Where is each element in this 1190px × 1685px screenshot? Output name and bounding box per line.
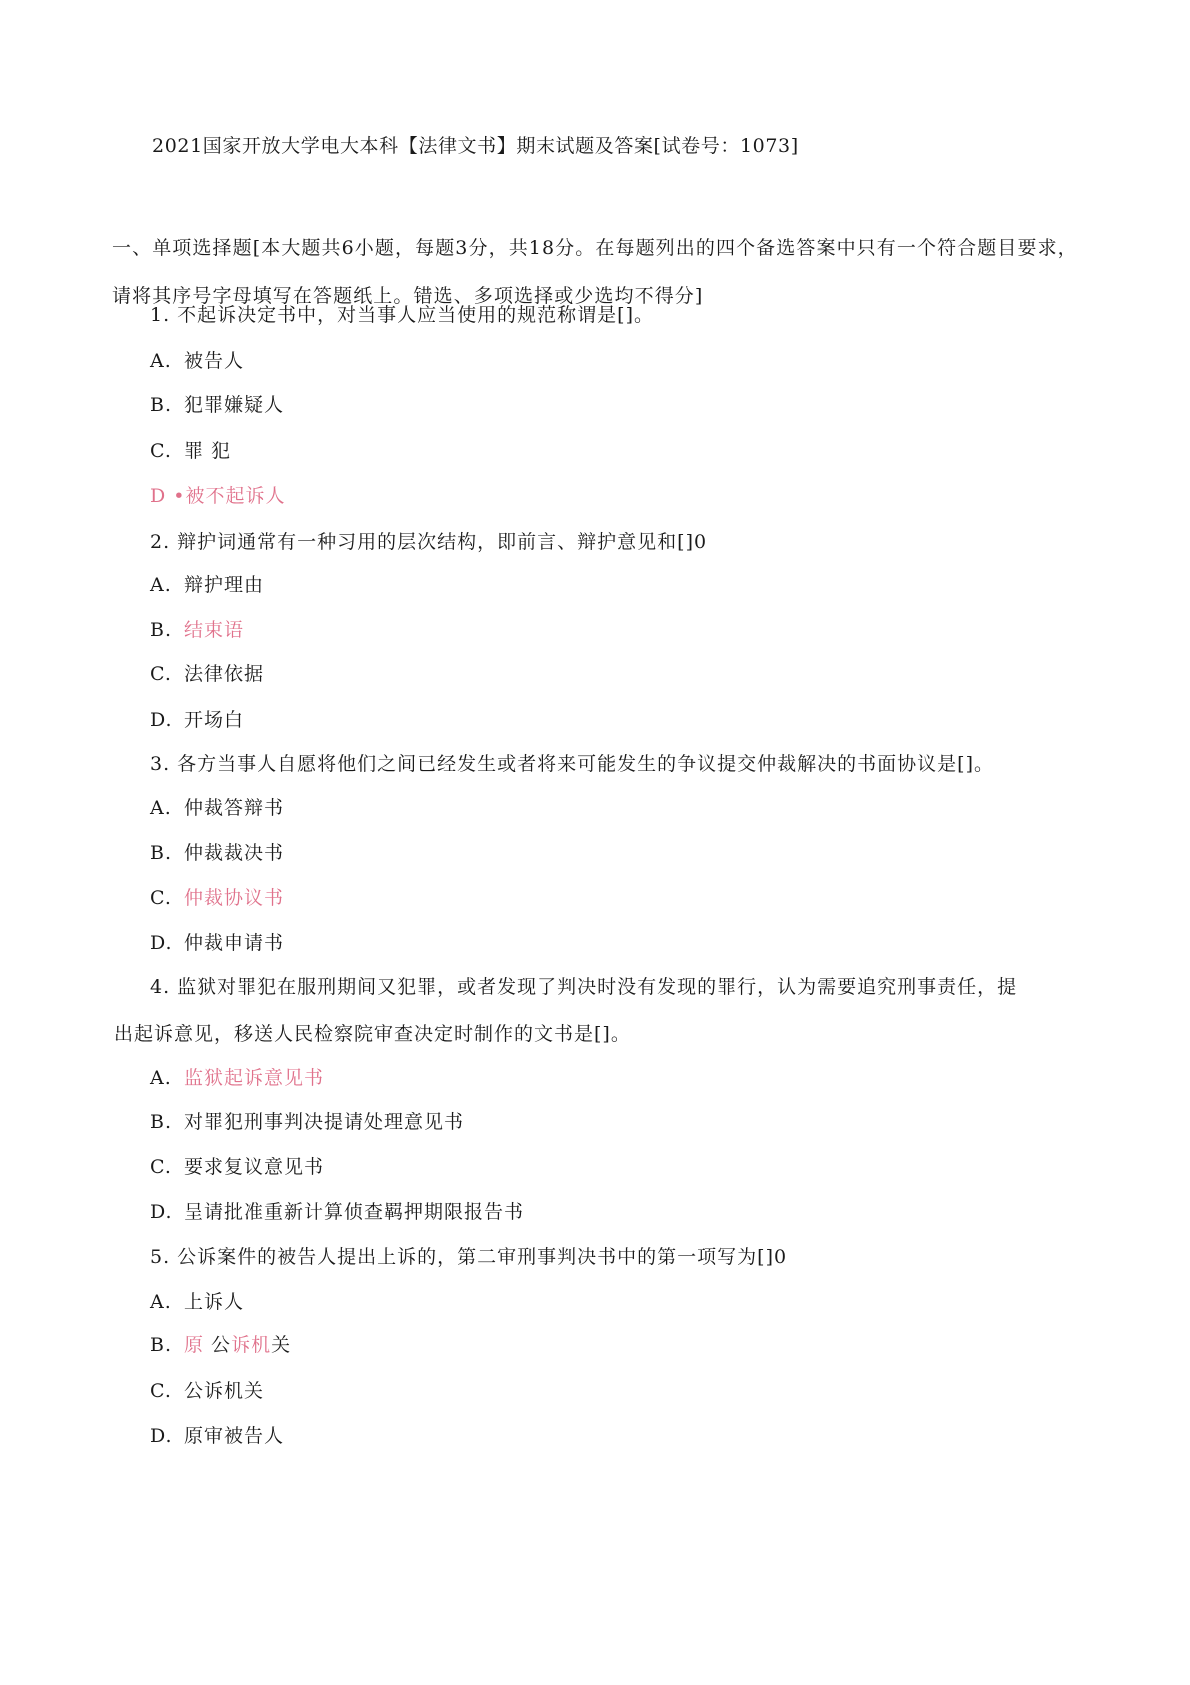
option-text: 法律依据 xyxy=(184,663,265,685)
document-title: 2021国家开放大学电大本科【法律文书】期末试题及答案[试卷号：1073] xyxy=(152,135,799,157)
option-key: D. xyxy=(150,709,173,731)
question-1-option-b xyxy=(150,390,284,417)
option-text-segment: 关 xyxy=(271,1334,292,1356)
question-1-stem: 1. 不起诉决定书中，对当事人应当使用的规范称谓是[]。 xyxy=(150,304,654,326)
option-key: D • xyxy=(150,485,186,507)
question-1-option-c xyxy=(150,436,231,463)
option-key: B. xyxy=(150,619,173,641)
section-heading: 一、单项选择题[本大题共6小题，每题3分，共18分。在每题列出的四个备选答案中只有一个符合题目要求，请将其序号字母填写在答题纸上。错选、多项选择或少选均不得分] xyxy=(112,237,1078,307)
option-text: 仲裁答辩书 xyxy=(184,797,285,819)
question-3-option-a xyxy=(150,793,284,820)
option-text: 开场白 xyxy=(184,709,245,731)
option-key: D. xyxy=(150,1201,173,1223)
option-key: B. xyxy=(150,1334,173,1356)
question-4-stem-line-2: 出起诉意见，移送人民检察院审查决定时制作的文书是[]。 xyxy=(114,1023,631,1045)
option-text: 被不起诉人 xyxy=(185,485,286,507)
option-text: 结束语 xyxy=(184,619,245,641)
question-2-option-b-answer xyxy=(150,615,244,642)
option-key: D. xyxy=(150,932,173,954)
question-4-option-a-answer xyxy=(150,1063,324,1090)
option-key: A. xyxy=(150,350,172,372)
question-5-option-d xyxy=(150,1421,284,1448)
option-key: B. xyxy=(150,1111,173,1133)
option-text: 监狱起诉意见书 xyxy=(184,1067,325,1089)
question-3-option-c-answer xyxy=(150,883,284,910)
question-4-option-b xyxy=(150,1107,464,1134)
option-key: A. xyxy=(150,1291,172,1313)
question-3-option-d xyxy=(150,928,284,955)
option-text: 犯罪嫌疑人 xyxy=(184,394,285,416)
option-key: A. xyxy=(150,574,172,596)
option-text: 仲裁裁决书 xyxy=(184,842,285,864)
option-text: 被告人 xyxy=(184,350,245,372)
question-3-option-b xyxy=(150,838,284,865)
option-text: 公诉机关 xyxy=(184,1380,265,1402)
option-text-segment: 原 xyxy=(184,1334,205,1356)
option-key: C. xyxy=(150,440,172,462)
question-1-option-d-answer xyxy=(150,481,286,508)
option-text: 上诉人 xyxy=(184,1291,245,1313)
option-text: 对罪犯刑事判决提请处理意见书 xyxy=(184,1111,465,1133)
option-text: 仲裁协议书 xyxy=(184,887,285,909)
option-text-segment: 公 xyxy=(204,1334,232,1356)
option-text: 仲裁申请书 xyxy=(184,932,285,954)
option-key: C. xyxy=(150,663,172,685)
question-3-stem: 3. 各方当事人自愿将他们之间已经发生或者将来可能发生的争议提交仲裁解决的书面协议是[]。 xyxy=(150,753,994,775)
option-key: B. xyxy=(150,394,173,416)
question-5-option-a xyxy=(150,1287,244,1314)
question-5-stem: 5. 公诉案件的被告人提出上诉的，第二审刑事判决书中的第一项写为[]0 xyxy=(150,1246,788,1268)
option-key: D. xyxy=(150,1425,173,1447)
option-key: A. xyxy=(150,797,172,819)
option-key: B. xyxy=(150,842,173,864)
question-2-option-d xyxy=(150,705,244,732)
option-text: 呈请批准重新计算侦查羁押期限报告书 xyxy=(184,1201,525,1223)
question-4-stem-line-1: 4. 监狱对罪犯在服刑期间又犯罪，或者发现了判决时没有发现的罪行，认为需要追究刑事责任，提 xyxy=(150,976,1018,998)
option-text: 要求复议意见书 xyxy=(184,1156,325,1178)
question-2-option-a xyxy=(150,570,264,597)
option-text: 原审被告人 xyxy=(184,1425,285,1447)
question-1-option-a xyxy=(150,346,244,373)
question-4-option-c xyxy=(150,1152,324,1179)
question-2-option-c xyxy=(150,659,264,686)
question-5-option-b-answer xyxy=(150,1330,291,1357)
option-text: 辩护理由 xyxy=(184,574,265,596)
question-4-option-d xyxy=(150,1197,524,1224)
option-key: A. xyxy=(150,1067,172,1089)
option-text: 罪 犯 xyxy=(184,440,232,462)
question-2-stem: 2. 辩护词通常有一种习用的层次结构，即前言、辩护意见和[]0 xyxy=(150,531,708,553)
option-key: C. xyxy=(150,1380,172,1402)
question-5-option-c xyxy=(150,1376,264,1403)
option-text-segment: 诉机 xyxy=(231,1334,272,1356)
option-key: C. xyxy=(150,1156,172,1178)
option-key: C. xyxy=(150,887,172,909)
